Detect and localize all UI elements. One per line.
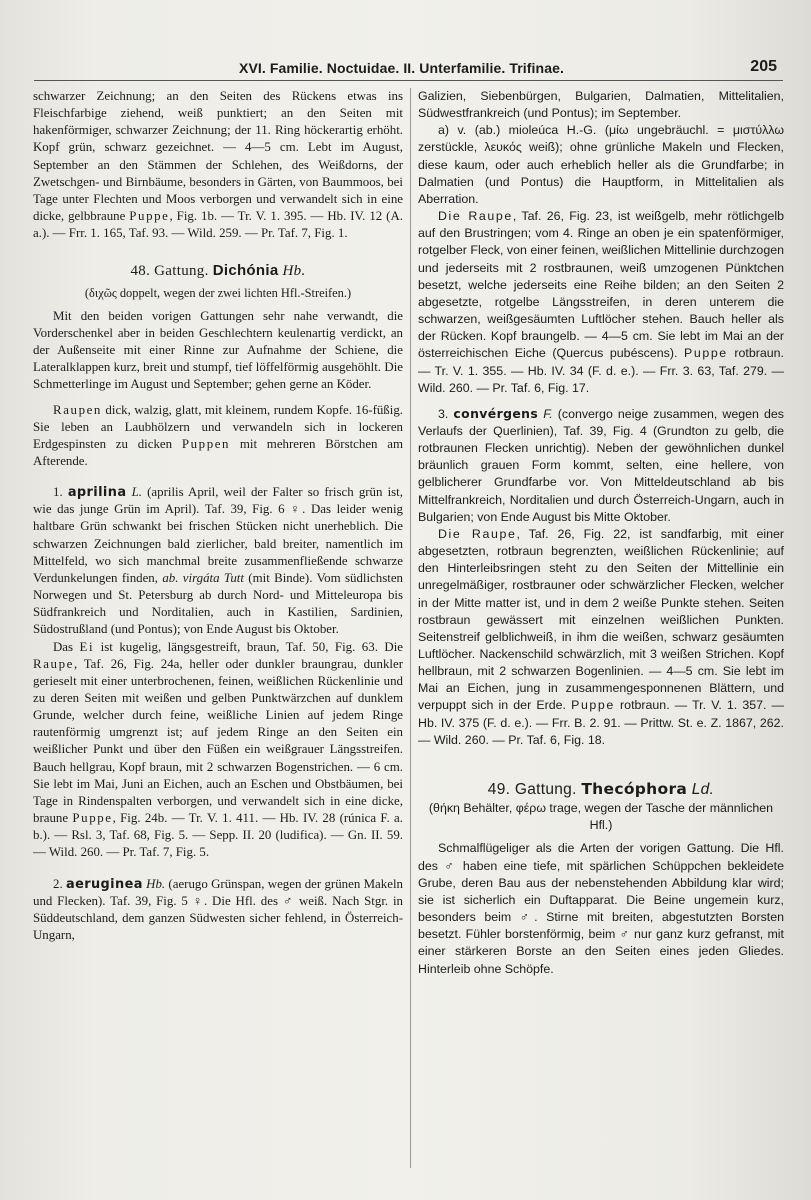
species-convergens: 3. convérgens F. (convergo neige zusammen, wegen des Verlaufs der Querlinien), Taf. 39, Fig. 4 (Grundton zu gelb, die rotbraunen Flecken unrichtig). Neben der gewöhnlichen dunkel bräunlich grauen Form kommt, selten, eine hellere, von gelblicherer Grundfarbe vor. Von Mitteldeutschland ab bis Mittelfrankreich, Norditalien und durch Österreich-Ungarn, auch in Bulgarien; von Ende August bis Mitte Oktober.: [418, 405, 784, 524]
aeruginea-larva: Die Raupe, Taf. 26, Fig. 23, ist weißgelb, mehr rötlichgelb auf den Brustringen; vom 4. Ringe an oben je ein spatenförmiger, rotgelber Fleck, von einer feinen, weißlichen Mittellinie durchzogen und jederseits mit 2 rostbraunen, weiß umzogenen Pünktchen besetzt, welche jederseits eine Reihe bilden; an den Seiten 2 abgesetzte, rotgelbe Längsstreifen, in deren unterem die schwarzen, weißgesäumten Luftlöcher stehen. Bauch heller als der Rücken. Kopf braungelb. — 4—5 cm. Sie lebt im Mai an der österreichischen Eiche (Quercus pubéscens). Puppe rotbraun. — Tr. V. 1. 355. — Hb. IV. 34 (F. d. e.). — Frr. 3. 63, Taf. 279. — Wild. 260. — Pr. Taf. 6, Fig. 17.: [418, 209, 784, 395]
species-name: convérgens: [453, 405, 539, 421]
running-title: XVI. Familie. Noctuidae. II. Unterfamilie. Trifinae.: [239, 60, 564, 76]
continued-paragraph: schwarzer Zeichnung; an den Seiten des Rückens etwas ins Fleischfarbige ziehend, weiß punktiert; an den Seiten mit hakenförmiger, schwarzer Zeichnung; der 11. Ring höckerartig erhöht. Kopf grün, schwarz gezeichnet. — 4—5 cm. Lebt im August, September an den Stämmen der Schlehen, des Weißdorns, der Zwetschgen- und Birnbäume, besonders in Gärten, von Baummoos, bei Tage unter Flechten und Moos verborgen und verwandelt sich in eine dicke, gelbbraune Puppe, Fig. 1b. — Tr. V. 1. 395. — Hb. IV. 12 (A. a.). — Frr. 1. 165, Taf. 93. — Wild. 259. — Pr. Taf. 7, Fig. 1.: [33, 89, 403, 241]
species-aprilina: 1. aprilina L. (aprilis April, weil der Falter so frisch grün ist, wie das junge Grün im April). Taf. 39, Fig. 6 ♀. Das leider wenig haltbare Grün schwankt bei frischen Stücken nicht unerheblich. Die schwarzen Zeichnungen bald zierlicher, bald breiter, namentlich im Mittelfeld, wo sich manchmal breite zusammenfließende schwarze Verdunkelungen finden, ab. virgáta Tutt (mit Binde). Vom südlichsten Norwegen und St. Petersburg ab durch Nord- und Mitteleuropa bis Südfrankreich und Norditalien, auch in Kastilien, Sardinien, Südostrußland (und Pontus); von Ende August bis Oktober.: [33, 485, 403, 637]
genus-48-heading: 48. Gattung. Dichónia Hb.: [130, 262, 306, 280]
genus-49-description: Schmalflügeliger als die Arten der vorigen Gattung. Die Hfl. des ♂ haben eine tiefe, mit spärlichen Schüppchen bekleidete Grube, deren Bau aus der nebenstehenden Abbildung klar wird; sie ist sicherlich ein Duftapparat. Die Beine ungemein kurz, besonders beim ♂. Stirne mit breiten, abgestutzten Borsten besetzt. Fühler borstenförmig, beim ♂ nur ganz kurz gefranst, mit einer stärkeren Borste an den Seiten eines jeden Gliedes. Hinterleib ohne Schöpfe.: [418, 841, 784, 976]
genus-49-etymology: (θήκη Behälter, φέρω trage, wegen der Tasche der männlichen Hfl.): [428, 801, 774, 833]
continued-paragraph: Galizien, Siebenbürgen, Bulgarien, Dalmatien, Mittelitalien, Südwestfrankreich (und Pontus); im September.: [418, 89, 784, 121]
species-convergens-larva: Die Raupe, Taf. 26, Fig. 22, ist sandfarbig, mit einer abgesetzten, rotbraun begrenzten, weißlichen Rückenlinie; auf den Hinterleibsringen steht zu den Seiten der Mittellinie ein unregelmäßiger, rostbrauner oder schwärzlicher Flecken, welcher in der Mitte matter ist, und in dem 2 weiße Punkte stehen. Seiten rostbraun gewässert mit einzelnen weißlichen Punkten. Seitenstreif gelblichweiß, in ihm die weißen, schwarz gesäumten Luftlöcher. Nackenschild schwärzlich, mit 3 weißen Strichen. Kopf hellbraun, mit 2 schwarzen Bogenlinien. — 4—5 cm. Sie lebt im Mai an Eichen, jung in zusammengesponnenen Blättern, und verpuppt sich in der Erde. Puppe rotbraun. — Tr. V. 1. 357. — Hb. IV. 375 (F. d. e.). — Frr. B. 2. 91. — Prittw. St. e. Z. 1867, 262. — Wild. 260. — Pr. Taf. 6, Fig. 18.: [418, 526, 784, 747]
running-header: [34, 58, 781, 80]
header-rule: [34, 80, 783, 81]
variety-mioleuca: a) v. (ab.) mioleúca H.-G. (μίω ungebräuchl. = μιστύλλω zerstückle, λευκός weiß); ohne grünliche Makeln und Flecken, diese kaum, oder auch erheblich heller als die Grundfarbe; in Dalmatien (und Pontus) die Hauptform, in Mittelitalien als Aberration.: [418, 123, 784, 206]
left-column: [33, 88, 403, 1170]
genus-49-heading: 49. Gattung. Thecóphora Ld.: [487, 779, 715, 798]
species-aeruginea: 2. aeruginea Hb. (aerugo Grünspan, wegen der grünen Makeln und Flecken). Taf. 39, Fig. 5 ♀. Die Hfl. des ♂ weiß. Nach Stgr. in Süddeutschland, dem ganzen Südwesten sicher fehlend, in Österreich-Ungarn,: [33, 876, 403, 943]
genus-48-description: Mit den beiden vorigen Gattungen sehr nahe verwandt, die Vorderschenkel aber in beiden Geschlechtern keulenartig verdickt, an der Außenseite mit einer Rinne zur Aufnahme der Schiene, die Lateralklappen kurz, breit und stumpf, tief löffelförmig ausgehöhlt. Die Schmetterlinge im August und September; gehen gerne an Köder.: [33, 308, 403, 392]
species-name: aprilina: [67, 485, 127, 501]
genus-48-etymology: (διχῶς doppelt, wegen der zwei lichten Hfl.-Streifen.): [84, 285, 352, 300]
species-name: aeruginea: [65, 876, 143, 892]
right-column: [418, 88, 784, 1170]
term-puppe: Puppe: [129, 209, 170, 224]
genus-48-name: Dichónia: [212, 262, 279, 280]
page-number: 205: [750, 58, 777, 75]
column-divider: [410, 88, 411, 1168]
genus-48-larva-description: Raupen dick, walzig, glatt, mit kleinem, rundem Kopfe. 16-füßig. Sie leben an Laubhölzern und verwandeln sich in lockeren Erdgespinsten zu dicken Puppen mit mehreren Börstchen am Afterende.: [33, 402, 403, 468]
genus-49-name: Thecóphora: [581, 779, 688, 798]
species-aprilina-early-stages: Das Ei ist kugelig, längsgestreift, braun, Taf. 50, Fig. 63. Die Raupe, Taf. 26, Fig. 24a, heller oder dunkler braungrau, dunkler gerieselt mit einer unterbrochenen, feinen, weißlichen Rückenlinie und zu deren Seiten mit weißen und gelben Punktwärzchen auf dunklem Grunde, welcher durch feine, weißliche Linien auf jedem Ringe rautenförmig umgrenzt ist; auf jedem Ringe an den Seiten ein weißlicher Punkt und über den Füßen ein weißgrauer Längsstreifen. Bauch hellgrau, Kopf braun, mit 2 schwarzen Bogenstrichen. — 6 cm. Sie lebt im Mai, Juni an Eichen, auch an Eschen und Obstbäumen, bei Tage in Rindenspalten verborgen, und verwandelt sich in eine dicke, braune Puppe, Fig. 24b. — Tr. V. 1. 411. — Hb. IV. 28 (rúnica F. a. b.). — Rsl. 3, Taf. 68, Fig. 5. — Sepp. II. 20 (ludifica). — Gn. II. 59. — Wild. 260. — Pr. Taf. 7, Fig. 5.: [33, 639, 403, 860]
